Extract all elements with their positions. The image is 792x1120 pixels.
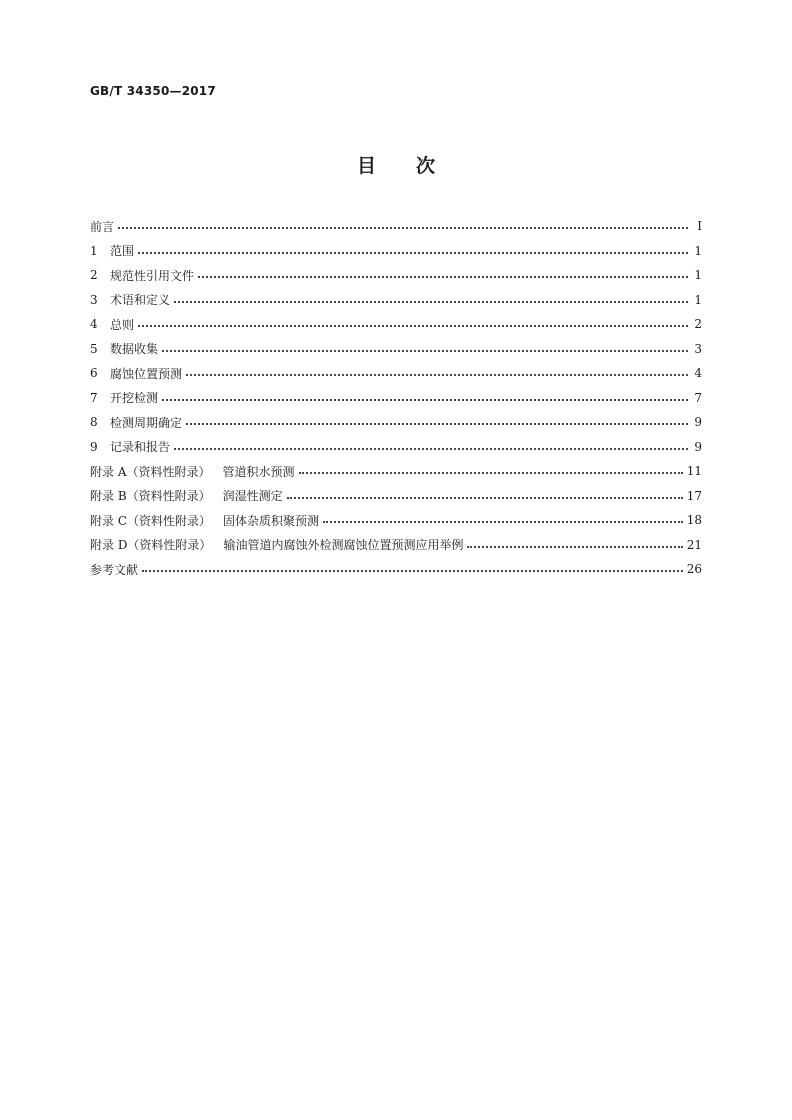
toc-entry-number: 5 [90, 341, 98, 356]
toc-entry-number: 2 [90, 268, 98, 283]
toc-entry-label: 记录和报告 [110, 440, 171, 455]
toc-entry-general[interactable] [90, 312, 702, 337]
toc-entry-label: 规范性引用文件 [110, 268, 195, 283]
toc-leader-dots [467, 546, 682, 548]
toc-entry-inspection-interval[interactable] [90, 410, 702, 435]
toc-entry-records-reports[interactable] [90, 435, 702, 460]
toc-appendix-label: 附录 C（资料性附录） [90, 513, 211, 528]
toc-entry-foreword[interactable] [90, 214, 702, 239]
toc-leader-dots [162, 350, 688, 352]
toc-page-number: 2 [694, 317, 702, 332]
toc-leader-dots [287, 497, 683, 499]
toc-page-number: 1 [694, 268, 702, 283]
toc-leader-dots [174, 301, 688, 303]
toc-entry-label: 润湿性测定 [222, 489, 283, 504]
toc-entry-corrosion-prediction[interactable] [90, 361, 702, 386]
toc-leader-dots [138, 252, 688, 254]
toc-entry-number: 8 [90, 415, 98, 430]
toc-entry-label: 数据收集 [110, 342, 159, 357]
toc-page-number: 9 [694, 415, 702, 430]
toc-entry-appendix-a[interactable] [90, 459, 702, 484]
toc-leader-dots [299, 472, 683, 474]
page-title: 目次 [356, 155, 475, 177]
toc-page-number: Ⅰ [697, 219, 702, 234]
toc-page-number: 17 [686, 488, 702, 503]
toc-leader-dots [138, 325, 688, 327]
toc-entry-label: 检测周期确定 [110, 415, 183, 430]
toc-entry-number: 3 [90, 292, 98, 307]
toc-appendix-label: 附录 A（资料性附录） [90, 464, 211, 479]
toc-leader-dots [198, 276, 688, 278]
toc-leader-dots [186, 423, 688, 425]
toc-entry-label: 开挖检测 [110, 391, 159, 406]
toc-leader-dots [118, 227, 688, 229]
toc-entry-label: 管道积水预测 [222, 464, 295, 479]
toc-entry-number: 1 [90, 243, 98, 258]
toc-page-number: 26 [686, 562, 702, 577]
toc-page-number: 18 [686, 513, 702, 528]
toc-leader-dots [174, 448, 688, 450]
toc-entry-label: 固体杂质积聚预测 [223, 513, 320, 528]
toc-entry-terms-definitions[interactable] [90, 288, 702, 313]
toc-entry-appendix-c[interactable] [90, 508, 702, 533]
toc-page-number: 21 [686, 537, 702, 552]
toc-entry-number: 9 [90, 439, 98, 454]
toc-entry-number: 7 [90, 390, 98, 405]
toc-page-number: 3 [694, 341, 702, 356]
table-of-contents [90, 214, 702, 582]
toc-entry-excavation-inspection[interactable] [90, 386, 702, 411]
toc-appendix-label: 附录 B（资料性附录） [90, 489, 211, 504]
toc-page-number: 1 [694, 292, 702, 307]
toc-entry-appendix-d[interactable] [90, 533, 702, 558]
toc-page-number: 7 [694, 390, 702, 405]
toc-entry-bibliography[interactable] [90, 557, 702, 582]
toc-leader-dots [162, 399, 688, 401]
toc-entry-label: 腐蚀位置预测 [110, 366, 183, 381]
toc-leader-dots [186, 374, 688, 376]
toc-entry-label: 输油管道内腐蚀外检测腐蚀位置预测应用举例 [223, 538, 464, 553]
toc-entry-appendix-b[interactable] [90, 484, 702, 509]
toc-entry-normative-references[interactable] [90, 263, 702, 288]
toc-entry-label: 术语和定义 [110, 293, 171, 308]
toc-entry-number: 4 [90, 317, 98, 332]
toc-leader-dots [142, 570, 683, 572]
toc-entry-label: 前言 [90, 219, 115, 234]
toc-page-number: 9 [694, 439, 702, 454]
toc-entry-scope[interactable] [90, 239, 702, 264]
toc-entry-number: 6 [90, 366, 98, 381]
toc-entry-label: 总则 [110, 317, 135, 332]
toc-page-number: 11 [686, 464, 702, 479]
toc-page-number: 4 [694, 366, 702, 381]
toc-entry-label: 范围 [110, 244, 135, 259]
toc-entry-label: 参考文献 [90, 562, 139, 577]
standard-number: GB/T 34350—2017 [90, 84, 216, 98]
toc-leader-dots [323, 521, 683, 523]
toc-appendix-label: 附录 D（资料性附录） [90, 538, 212, 553]
toc-entry-data-collection[interactable] [90, 337, 702, 362]
toc-page-number: 1 [694, 243, 702, 258]
